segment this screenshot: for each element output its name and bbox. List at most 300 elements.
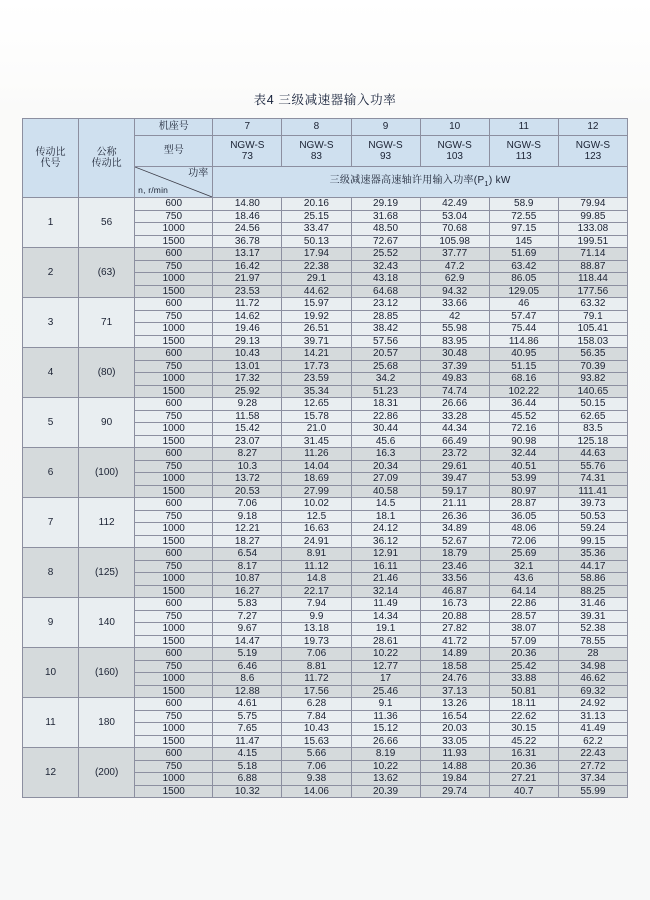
cell-power-value: 27.82 bbox=[420, 623, 489, 636]
header-model-123 bbox=[558, 136, 627, 167]
table-row bbox=[23, 698, 628, 711]
cell-power-value: 37.77 bbox=[420, 248, 489, 261]
cell-power-value: 14.21 bbox=[282, 348, 351, 361]
cell-power-value: 43.18 bbox=[351, 273, 420, 286]
cell-power-value: 35.34 bbox=[282, 385, 351, 398]
cell-power-value: 34.89 bbox=[420, 523, 489, 536]
model-size: 83 bbox=[310, 151, 322, 162]
cell-power-value: 11.72 bbox=[213, 298, 282, 311]
cell-power-value: 16.31 bbox=[489, 748, 558, 761]
cell-power-value: 29.19 bbox=[351, 198, 420, 211]
cell-power-value: 39.71 bbox=[282, 335, 351, 348]
cell-nominal-ratio: 90 bbox=[79, 398, 135, 448]
cell-power-value: 55.99 bbox=[558, 785, 627, 798]
power-band-subscript: 1 bbox=[484, 179, 489, 189]
cell-power-value: 22.43 bbox=[558, 748, 627, 761]
cell-speed-rpm: 600 bbox=[135, 248, 213, 261]
cell-power-value: 24.91 bbox=[282, 535, 351, 548]
cell-speed-rpm: 600 bbox=[135, 648, 213, 661]
cell-power-value: 63.42 bbox=[489, 260, 558, 273]
cell-power-value: 26.51 bbox=[282, 323, 351, 336]
cell-speed-rpm: 1500 bbox=[135, 385, 213, 398]
cell-nominal-ratio: (63) bbox=[79, 248, 135, 298]
cell-power-value: 16.54 bbox=[420, 710, 489, 723]
cell-power-value: 27.21 bbox=[489, 773, 558, 786]
cell-power-value: 36.05 bbox=[489, 510, 558, 523]
cell-power-value: 5.66 bbox=[282, 748, 351, 761]
cell-power-value: 74.74 bbox=[420, 385, 489, 398]
cell-power-value: 9.18 bbox=[213, 510, 282, 523]
cell-nominal-ratio: (80) bbox=[79, 348, 135, 398]
cell-power-value: 14.06 bbox=[282, 785, 351, 798]
cell-power-value: 50.15 bbox=[558, 398, 627, 411]
cell-speed-rpm: 750 bbox=[135, 710, 213, 723]
cell-power-value: 63.32 bbox=[558, 298, 627, 311]
cell-speed-rpm: 1000 bbox=[135, 473, 213, 486]
header-frame-8: 8 bbox=[282, 119, 351, 136]
cell-power-value: 24.92 bbox=[558, 698, 627, 711]
cell-power-value: 18.79 bbox=[420, 548, 489, 561]
model-size: 113 bbox=[515, 151, 532, 162]
cell-power-value: 13.26 bbox=[420, 698, 489, 711]
header-frame-label: 机座号 bbox=[135, 119, 213, 136]
cell-ratio-code: 5 bbox=[23, 398, 79, 448]
cell-speed-rpm: 1000 bbox=[135, 573, 213, 586]
cell-speed-rpm: 1000 bbox=[135, 323, 213, 336]
cell-speed-rpm: 1000 bbox=[135, 423, 213, 436]
cell-speed-rpm: 600 bbox=[135, 548, 213, 561]
cell-power-value: 16.3 bbox=[351, 448, 420, 461]
cell-power-value: 13.17 bbox=[213, 248, 282, 261]
table-row bbox=[23, 548, 628, 561]
cell-power-value: 14.34 bbox=[351, 610, 420, 623]
cell-power-value: 36.78 bbox=[213, 235, 282, 248]
cell-power-value: 15.97 bbox=[282, 298, 351, 311]
cell-power-value: 14.89 bbox=[420, 648, 489, 661]
cell-power-value: 33.88 bbox=[489, 673, 558, 686]
cell-power-value: 50.13 bbox=[282, 235, 351, 248]
cell-speed-rpm: 750 bbox=[135, 410, 213, 423]
cell-power-value: 105.41 bbox=[558, 323, 627, 336]
cell-power-value: 22.86 bbox=[351, 410, 420, 423]
cell-power-value: 20.57 bbox=[351, 348, 420, 361]
model-size: 73 bbox=[241, 151, 253, 162]
cell-power-value: 16.42 bbox=[213, 260, 282, 273]
cell-ratio-code: 8 bbox=[23, 548, 79, 598]
cell-power-value: 13.62 bbox=[351, 773, 420, 786]
table-row bbox=[23, 448, 628, 461]
table-body bbox=[23, 198, 628, 798]
cell-power-value: 8.19 bbox=[351, 748, 420, 761]
cell-power-value: 36.12 bbox=[351, 535, 420, 548]
model-prefix: NGW-S bbox=[575, 139, 611, 151]
cell-power-value: 50.53 bbox=[558, 510, 627, 523]
cell-ratio-code: 10 bbox=[23, 648, 79, 698]
cell-power-value: 64.68 bbox=[351, 285, 420, 298]
cell-power-value: 36.44 bbox=[489, 398, 558, 411]
header-nominal-ratio bbox=[79, 119, 135, 198]
cell-power-value: 37.39 bbox=[420, 360, 489, 373]
cell-power-value: 14.80 bbox=[213, 198, 282, 211]
cell-power-value: 79.1 bbox=[558, 310, 627, 323]
cell-power-value: 11.93 bbox=[420, 748, 489, 761]
cell-power-value: 51.69 bbox=[489, 248, 558, 261]
cell-nominal-ratio: (160) bbox=[79, 648, 135, 698]
header-nominal-ratio-line1: 公称 bbox=[96, 146, 117, 158]
cell-power-value: 12.5 bbox=[282, 510, 351, 523]
cell-power-value: 46.62 bbox=[558, 673, 627, 686]
cell-power-value: 7.65 bbox=[213, 723, 282, 736]
cell-power-value: 11.58 bbox=[213, 410, 282, 423]
cell-power-value: 31.46 bbox=[558, 598, 627, 611]
cell-power-value: 40.58 bbox=[351, 485, 420, 498]
cell-power-value: 133.08 bbox=[558, 223, 627, 236]
header-model-label: 型号 bbox=[135, 136, 213, 167]
cell-power-value: 32.1 bbox=[489, 560, 558, 573]
header-model-103 bbox=[420, 136, 489, 167]
table-row bbox=[23, 348, 628, 361]
cell-power-value: 29.61 bbox=[420, 460, 489, 473]
cell-power-value: 22.17 bbox=[282, 585, 351, 598]
cell-power-value: 33.28 bbox=[420, 410, 489, 423]
cell-power-value: 140.65 bbox=[558, 385, 627, 398]
cell-power-value: 51.15 bbox=[489, 360, 558, 373]
cell-power-value: 199.51 bbox=[558, 235, 627, 248]
header-frame-11: 11 bbox=[489, 119, 558, 136]
cell-power-value: 145 bbox=[489, 235, 558, 248]
cell-power-value: 13.18 bbox=[282, 623, 351, 636]
cell-power-value: 74.31 bbox=[558, 473, 627, 486]
cell-power-value: 26.36 bbox=[420, 510, 489, 523]
model-size: 93 bbox=[379, 151, 392, 162]
cell-power-value: 52.67 bbox=[420, 535, 489, 548]
cell-nominal-ratio: (100) bbox=[79, 448, 135, 498]
cell-power-value: 25.92 bbox=[213, 385, 282, 398]
cell-power-value: 15.63 bbox=[282, 735, 351, 748]
model-size: 103 bbox=[446, 151, 463, 162]
cell-power-value: 72.06 bbox=[489, 535, 558, 548]
cell-power-value: 94.32 bbox=[420, 285, 489, 298]
cell-power-value: 59.24 bbox=[558, 523, 627, 536]
cell-speed-rpm: 750 bbox=[135, 560, 213, 573]
cell-power-value: 69.32 bbox=[558, 685, 627, 698]
cell-power-value: 20.53 bbox=[213, 485, 282, 498]
cell-power-value: 23.53 bbox=[213, 285, 282, 298]
cell-power-value: 33.66 bbox=[420, 298, 489, 311]
cell-power-value: 118.44 bbox=[558, 273, 627, 286]
cell-power-value: 39.31 bbox=[558, 610, 627, 623]
cell-power-value: 19.46 bbox=[213, 323, 282, 336]
table-title: 表4 三级减速器输入功率 bbox=[253, 93, 397, 107]
cell-power-value: 57.09 bbox=[489, 635, 558, 648]
cell-speed-rpm: 750 bbox=[135, 210, 213, 223]
cell-power-value: 79.94 bbox=[558, 198, 627, 211]
cell-power-value: 19.73 bbox=[282, 635, 351, 648]
cell-power-value: 10.3 bbox=[213, 460, 282, 473]
cell-power-value: 23.07 bbox=[213, 435, 282, 448]
cell-power-value: 18.11 bbox=[489, 698, 558, 711]
cell-power-value: 31.13 bbox=[558, 710, 627, 723]
cell-power-value: 19.92 bbox=[282, 310, 351, 323]
cell-power-value: 14.8 bbox=[282, 573, 351, 586]
cell-power-value: 97.15 bbox=[489, 223, 558, 236]
header-frame-9: 9 bbox=[351, 119, 420, 136]
cell-power-value: 57.47 bbox=[489, 310, 558, 323]
cell-power-value: 16.63 bbox=[282, 523, 351, 536]
cell-speed-rpm: 1500 bbox=[135, 435, 213, 448]
cell-power-value: 57.56 bbox=[351, 335, 420, 348]
cell-power-value: 40.7 bbox=[489, 785, 558, 798]
cell-power-value: 58.86 bbox=[558, 573, 627, 586]
cell-power-value: 6.88 bbox=[213, 773, 282, 786]
table-row bbox=[23, 198, 628, 211]
cell-power-value: 44.17 bbox=[558, 560, 627, 573]
model-prefix: NGW-S bbox=[506, 139, 541, 151]
cell-power-value: 32.43 bbox=[351, 260, 420, 273]
cell-power-value: 72.16 bbox=[489, 423, 558, 436]
cell-speed-rpm: 600 bbox=[135, 498, 213, 511]
cell-power-value: 10.22 bbox=[351, 760, 420, 773]
cell-power-value: 18.58 bbox=[420, 660, 489, 673]
cell-power-value: 25.52 bbox=[351, 248, 420, 261]
header-frame-7: 7 bbox=[213, 119, 282, 136]
cell-speed-rpm: 750 bbox=[135, 760, 213, 773]
header-power-label: 功率 bbox=[188, 168, 209, 179]
cell-power-value: 26.66 bbox=[351, 735, 420, 748]
cell-power-value: 12.91 bbox=[351, 548, 420, 561]
cell-power-value: 28.87 bbox=[489, 498, 558, 511]
cell-power-value: 11.47 bbox=[213, 735, 282, 748]
cell-speed-rpm: 600 bbox=[135, 698, 213, 711]
cell-power-value: 62.65 bbox=[558, 410, 627, 423]
table-row bbox=[23, 748, 628, 761]
cell-power-value: 21.46 bbox=[351, 573, 420, 586]
cell-power-value: 14.5 bbox=[351, 498, 420, 511]
cell-power-value: 177.56 bbox=[558, 285, 627, 298]
cell-speed-rpm: 1500 bbox=[135, 735, 213, 748]
cell-power-value: 27.09 bbox=[351, 473, 420, 486]
cell-power-value: 10.43 bbox=[213, 348, 282, 361]
cell-speed-rpm: 1500 bbox=[135, 285, 213, 298]
cell-power-value: 4.61 bbox=[213, 698, 282, 711]
cell-power-value: 17.73 bbox=[282, 360, 351, 373]
cell-power-value: 20.88 bbox=[420, 610, 489, 623]
cell-power-value: 12.88 bbox=[213, 685, 282, 698]
cell-power-value: 37.13 bbox=[420, 685, 489, 698]
table-row bbox=[23, 398, 628, 411]
cell-power-value: 33.47 bbox=[282, 223, 351, 236]
cell-power-value: 13.72 bbox=[213, 473, 282, 486]
cell-power-value: 125.18 bbox=[558, 435, 627, 448]
cell-power-value: 9.9 bbox=[282, 610, 351, 623]
cell-power-value: 31.45 bbox=[282, 435, 351, 448]
cell-power-value: 72.67 bbox=[351, 235, 420, 248]
cell-power-value: 9.1 bbox=[351, 698, 420, 711]
cell-power-value: 55.76 bbox=[558, 460, 627, 473]
cell-power-value: 28.85 bbox=[351, 310, 420, 323]
cell-power-value: 27.72 bbox=[558, 760, 627, 773]
cell-power-value: 7.27 bbox=[213, 610, 282, 623]
cell-speed-rpm: 1500 bbox=[135, 335, 213, 348]
cell-power-value: 30.48 bbox=[420, 348, 489, 361]
cell-power-value: 16.27 bbox=[213, 585, 282, 598]
cell-speed-rpm: 600 bbox=[135, 398, 213, 411]
cell-power-value: 83.5 bbox=[558, 423, 627, 436]
cell-nominal-ratio: (125) bbox=[79, 548, 135, 598]
cell-power-value: 7.84 bbox=[282, 710, 351, 723]
cell-power-value: 14.88 bbox=[420, 760, 489, 773]
cell-power-value: 75.44 bbox=[489, 323, 558, 336]
cell-power-value: 22.62 bbox=[489, 710, 558, 723]
cell-power-value: 20.34 bbox=[351, 460, 420, 473]
cell-power-value: 102.22 bbox=[489, 385, 558, 398]
cell-power-value: 17.56 bbox=[282, 685, 351, 698]
cell-power-value: 55.98 bbox=[420, 323, 489, 336]
cell-speed-rpm: 750 bbox=[135, 610, 213, 623]
header-nominal-ratio-line2: 传动比 bbox=[91, 158, 122, 169]
cell-nominal-ratio: (200) bbox=[79, 748, 135, 798]
cell-power-value: 44.62 bbox=[282, 285, 351, 298]
cell-power-value: 25.68 bbox=[351, 360, 420, 373]
cell-power-value: 52.38 bbox=[558, 623, 627, 636]
cell-power-value: 24.56 bbox=[213, 223, 282, 236]
cell-speed-rpm: 1000 bbox=[135, 373, 213, 386]
cell-power-value: 29.13 bbox=[213, 335, 282, 348]
cell-speed-rpm: 1500 bbox=[135, 635, 213, 648]
cell-power-value: 70.68 bbox=[420, 223, 489, 236]
cell-power-value: 78.55 bbox=[558, 635, 627, 648]
cell-power-value: 7.06 bbox=[282, 760, 351, 773]
cell-power-value: 59.17 bbox=[420, 485, 489, 498]
cell-power-value: 48.06 bbox=[489, 523, 558, 536]
cell-power-value: 25.46 bbox=[351, 685, 420, 698]
cell-power-value: 20.36 bbox=[489, 648, 558, 661]
cell-power-value: 11.12 bbox=[282, 560, 351, 573]
cell-speed-rpm: 750 bbox=[135, 360, 213, 373]
model-size: 123 bbox=[584, 151, 602, 162]
cell-power-value: 5.75 bbox=[213, 710, 282, 723]
cell-power-value: 9.67 bbox=[213, 623, 282, 636]
cell-power-value: 10.87 bbox=[213, 573, 282, 586]
cell-power-value: 6.28 bbox=[282, 698, 351, 711]
cell-power-value: 18.27 bbox=[213, 535, 282, 548]
header-model-73 bbox=[213, 136, 282, 167]
cell-power-value: 8.17 bbox=[213, 560, 282, 573]
cell-power-value: 47.2 bbox=[420, 260, 489, 273]
cell-power-value: 29.74 bbox=[420, 785, 489, 798]
cell-power-value: 64.14 bbox=[489, 585, 558, 598]
cell-power-value: 10.02 bbox=[282, 498, 351, 511]
cell-power-value: 24.12 bbox=[351, 523, 420, 536]
cell-power-value: 72.55 bbox=[489, 210, 558, 223]
cell-power-value: 158.03 bbox=[558, 335, 627, 348]
cell-power-value: 86.05 bbox=[489, 273, 558, 286]
cell-power-value: 19.84 bbox=[420, 773, 489, 786]
cell-power-value: 25.69 bbox=[489, 548, 558, 561]
cell-power-value: 5.19 bbox=[213, 648, 282, 661]
header-power-speed-split-cell bbox=[135, 167, 213, 198]
cell-power-value: 66.49 bbox=[420, 435, 489, 448]
cell-power-value: 99.15 bbox=[558, 535, 627, 548]
header-speed-label: n, r/min bbox=[138, 185, 169, 196]
cell-power-value: 44.63 bbox=[558, 448, 627, 461]
cell-power-value: 71.14 bbox=[558, 248, 627, 261]
cell-speed-rpm: 600 bbox=[135, 598, 213, 611]
cell-power-value: 12.21 bbox=[213, 523, 282, 536]
cell-speed-rpm: 600 bbox=[135, 198, 213, 211]
cell-power-value: 10.32 bbox=[213, 785, 282, 798]
cell-power-value: 22.38 bbox=[282, 260, 351, 273]
cell-power-value: 62.9 bbox=[420, 273, 489, 286]
cell-power-value: 6.46 bbox=[213, 660, 282, 673]
cell-power-value: 41.49 bbox=[558, 723, 627, 736]
cell-speed-rpm: 750 bbox=[135, 510, 213, 523]
cell-power-value: 58.9 bbox=[489, 198, 558, 211]
cell-power-value: 43.6 bbox=[489, 573, 558, 586]
cell-power-value: 18.46 bbox=[213, 210, 282, 223]
cell-speed-rpm: 1500 bbox=[135, 685, 213, 698]
cell-power-value: 20.16 bbox=[282, 198, 351, 211]
cell-power-value: 88.25 bbox=[558, 585, 627, 598]
header-ratio-code-line2: 代号 bbox=[40, 158, 61, 169]
cell-power-value: 15.12 bbox=[351, 723, 420, 736]
cell-power-value: 24.76 bbox=[420, 673, 489, 686]
cell-ratio-code: 4 bbox=[23, 348, 79, 398]
cell-power-value: 53.04 bbox=[420, 210, 489, 223]
cell-power-value: 7.06 bbox=[282, 648, 351, 661]
cell-power-value: 17.32 bbox=[213, 373, 282, 386]
cell-power-value: 11.36 bbox=[351, 710, 420, 723]
cell-power-value: 39.47 bbox=[420, 473, 489, 486]
cell-power-value: 93.82 bbox=[558, 373, 627, 386]
cell-power-value: 25.15 bbox=[282, 210, 351, 223]
cell-power-value: 34.98 bbox=[558, 660, 627, 673]
cell-power-value: 14.62 bbox=[213, 310, 282, 323]
cell-power-value: 39.73 bbox=[558, 498, 627, 511]
cell-speed-rpm: 600 bbox=[135, 448, 213, 461]
cell-power-value: 42 bbox=[420, 310, 489, 323]
cell-ratio-code: 9 bbox=[23, 598, 79, 648]
table-row bbox=[23, 248, 628, 261]
cell-power-value: 34.2 bbox=[351, 373, 420, 386]
cell-power-value: 83.95 bbox=[420, 335, 489, 348]
cell-nominal-ratio: 180 bbox=[79, 698, 135, 748]
cell-ratio-code: 7 bbox=[23, 498, 79, 548]
cell-power-value: 80.97 bbox=[489, 485, 558, 498]
header-model-113 bbox=[489, 136, 558, 167]
table-header bbox=[23, 119, 628, 198]
cell-speed-rpm: 1000 bbox=[135, 723, 213, 736]
cell-power-value: 15.42 bbox=[213, 423, 282, 436]
cell-power-value: 31.68 bbox=[351, 210, 420, 223]
model-prefix: NGW-S bbox=[368, 139, 403, 151]
cell-speed-rpm: 750 bbox=[135, 260, 213, 273]
cell-power-value: 38.07 bbox=[489, 623, 558, 636]
power-band-post: ) kW bbox=[488, 175, 511, 187]
cell-speed-rpm: 1000 bbox=[135, 623, 213, 636]
header-power-band bbox=[213, 167, 628, 198]
cell-power-value: 22.86 bbox=[489, 598, 558, 611]
cell-power-value: 16.73 bbox=[420, 598, 489, 611]
cell-speed-rpm: 1500 bbox=[135, 535, 213, 548]
cell-speed-rpm: 600 bbox=[135, 748, 213, 761]
cell-power-value: 26.66 bbox=[420, 398, 489, 411]
cell-nominal-ratio: 112 bbox=[79, 498, 135, 548]
cell-nominal-ratio: 56 bbox=[79, 198, 135, 248]
cell-power-value: 18.69 bbox=[282, 473, 351, 486]
cell-power-value: 21.11 bbox=[420, 498, 489, 511]
cell-nominal-ratio: 140 bbox=[79, 598, 135, 648]
